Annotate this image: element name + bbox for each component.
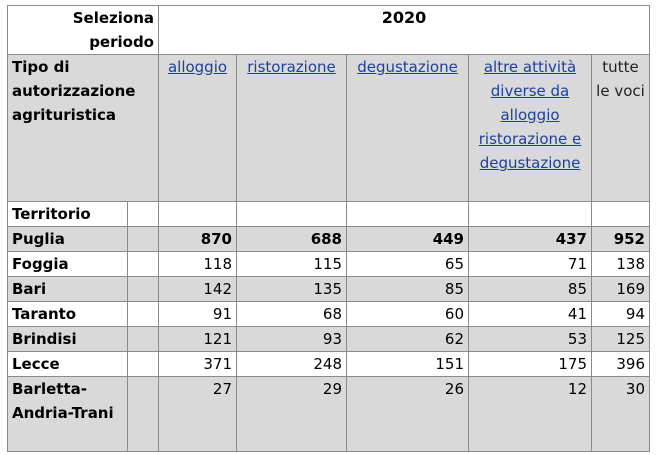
value-cell: 952 bbox=[592, 227, 650, 252]
value-cell: 175 bbox=[469, 352, 592, 377]
territory-label: Territorio bbox=[8, 202, 128, 227]
select-period-label: Seleziona periodo bbox=[8, 6, 159, 55]
table-row bbox=[8, 252, 650, 277]
empty-cell bbox=[237, 202, 347, 227]
col-degustazione[interactable] bbox=[347, 55, 469, 202]
table-row bbox=[8, 277, 650, 302]
value-cell: 12 bbox=[469, 377, 592, 452]
col-link-degustazione[interactable]: degustazione bbox=[357, 58, 458, 76]
table-row bbox=[8, 352, 650, 377]
value-cell: 115 bbox=[237, 252, 347, 277]
value-cell: 53 bbox=[469, 327, 592, 352]
row-name: Brindisi bbox=[8, 327, 128, 352]
year-header: 2020 bbox=[159, 6, 650, 55]
value-cell: 151 bbox=[347, 352, 469, 377]
empty-cell bbox=[592, 202, 650, 227]
col-ristorazione[interactable] bbox=[237, 55, 347, 202]
value-cell: 94 bbox=[592, 302, 650, 327]
value-cell: 248 bbox=[237, 352, 347, 377]
row-name: Foggia bbox=[8, 252, 128, 277]
value-cell: 29 bbox=[237, 377, 347, 452]
value-cell: 371 bbox=[159, 352, 237, 377]
row-name: Puglia bbox=[8, 227, 128, 252]
value-cell: 65 bbox=[347, 252, 469, 277]
value-cell: 449 bbox=[347, 227, 469, 252]
row-name: Taranto bbox=[8, 302, 128, 327]
value-cell: 870 bbox=[159, 227, 237, 252]
table-row bbox=[8, 227, 650, 252]
value-cell: 169 bbox=[592, 277, 650, 302]
value-cell: 62 bbox=[347, 327, 469, 352]
row-name: Barletta-Andria-Trani bbox=[8, 377, 128, 452]
row-name: Lecce bbox=[8, 352, 128, 377]
value-cell: 30 bbox=[592, 377, 650, 452]
value-cell: 26 bbox=[347, 377, 469, 452]
authorization-type-label: Tipo di autorizzazione agrituristica bbox=[8, 55, 159, 202]
value-cell: 85 bbox=[347, 277, 469, 302]
empty-cell bbox=[159, 202, 237, 227]
value-cell: 138 bbox=[592, 252, 650, 277]
col-alloggio[interactable] bbox=[159, 55, 237, 202]
value-cell: 121 bbox=[159, 327, 237, 352]
empty-cell bbox=[469, 202, 592, 227]
table-row bbox=[8, 327, 650, 352]
value-cell: 91 bbox=[159, 302, 237, 327]
table-row bbox=[8, 377, 650, 452]
value-cell: 118 bbox=[159, 252, 237, 277]
value-cell: 396 bbox=[592, 352, 650, 377]
value-cell: 85 bbox=[469, 277, 592, 302]
value-cell: 60 bbox=[347, 302, 469, 327]
col-link-alloggio[interactable]: alloggio bbox=[167, 58, 228, 76]
value-cell: 437 bbox=[469, 227, 592, 252]
value-cell: 71 bbox=[469, 252, 592, 277]
row-name: Bari bbox=[8, 277, 128, 302]
data-table bbox=[7, 5, 650, 452]
empty-cell bbox=[347, 202, 469, 227]
value-cell: 68 bbox=[237, 302, 347, 327]
value-cell: 125 bbox=[592, 327, 650, 352]
col-tutte-le-voci: tutte le voci bbox=[592, 55, 650, 202]
col-link-ristorazione[interactable]: ristorazione bbox=[247, 58, 336, 76]
value-cell: 142 bbox=[159, 277, 237, 302]
col-link-altre-attivita[interactable]: altre attività diverse da alloggio ristorazione e degustazione bbox=[478, 58, 582, 172]
col-altre-attivita[interactable] bbox=[469, 55, 592, 202]
value-cell: 41 bbox=[469, 302, 592, 327]
value-cell: 688 bbox=[237, 227, 347, 252]
empty-cell bbox=[127, 202, 158, 227]
value-cell: 93 bbox=[237, 327, 347, 352]
value-cell: 135 bbox=[237, 277, 347, 302]
value-cell: 27 bbox=[159, 377, 237, 452]
table-row bbox=[8, 302, 650, 327]
